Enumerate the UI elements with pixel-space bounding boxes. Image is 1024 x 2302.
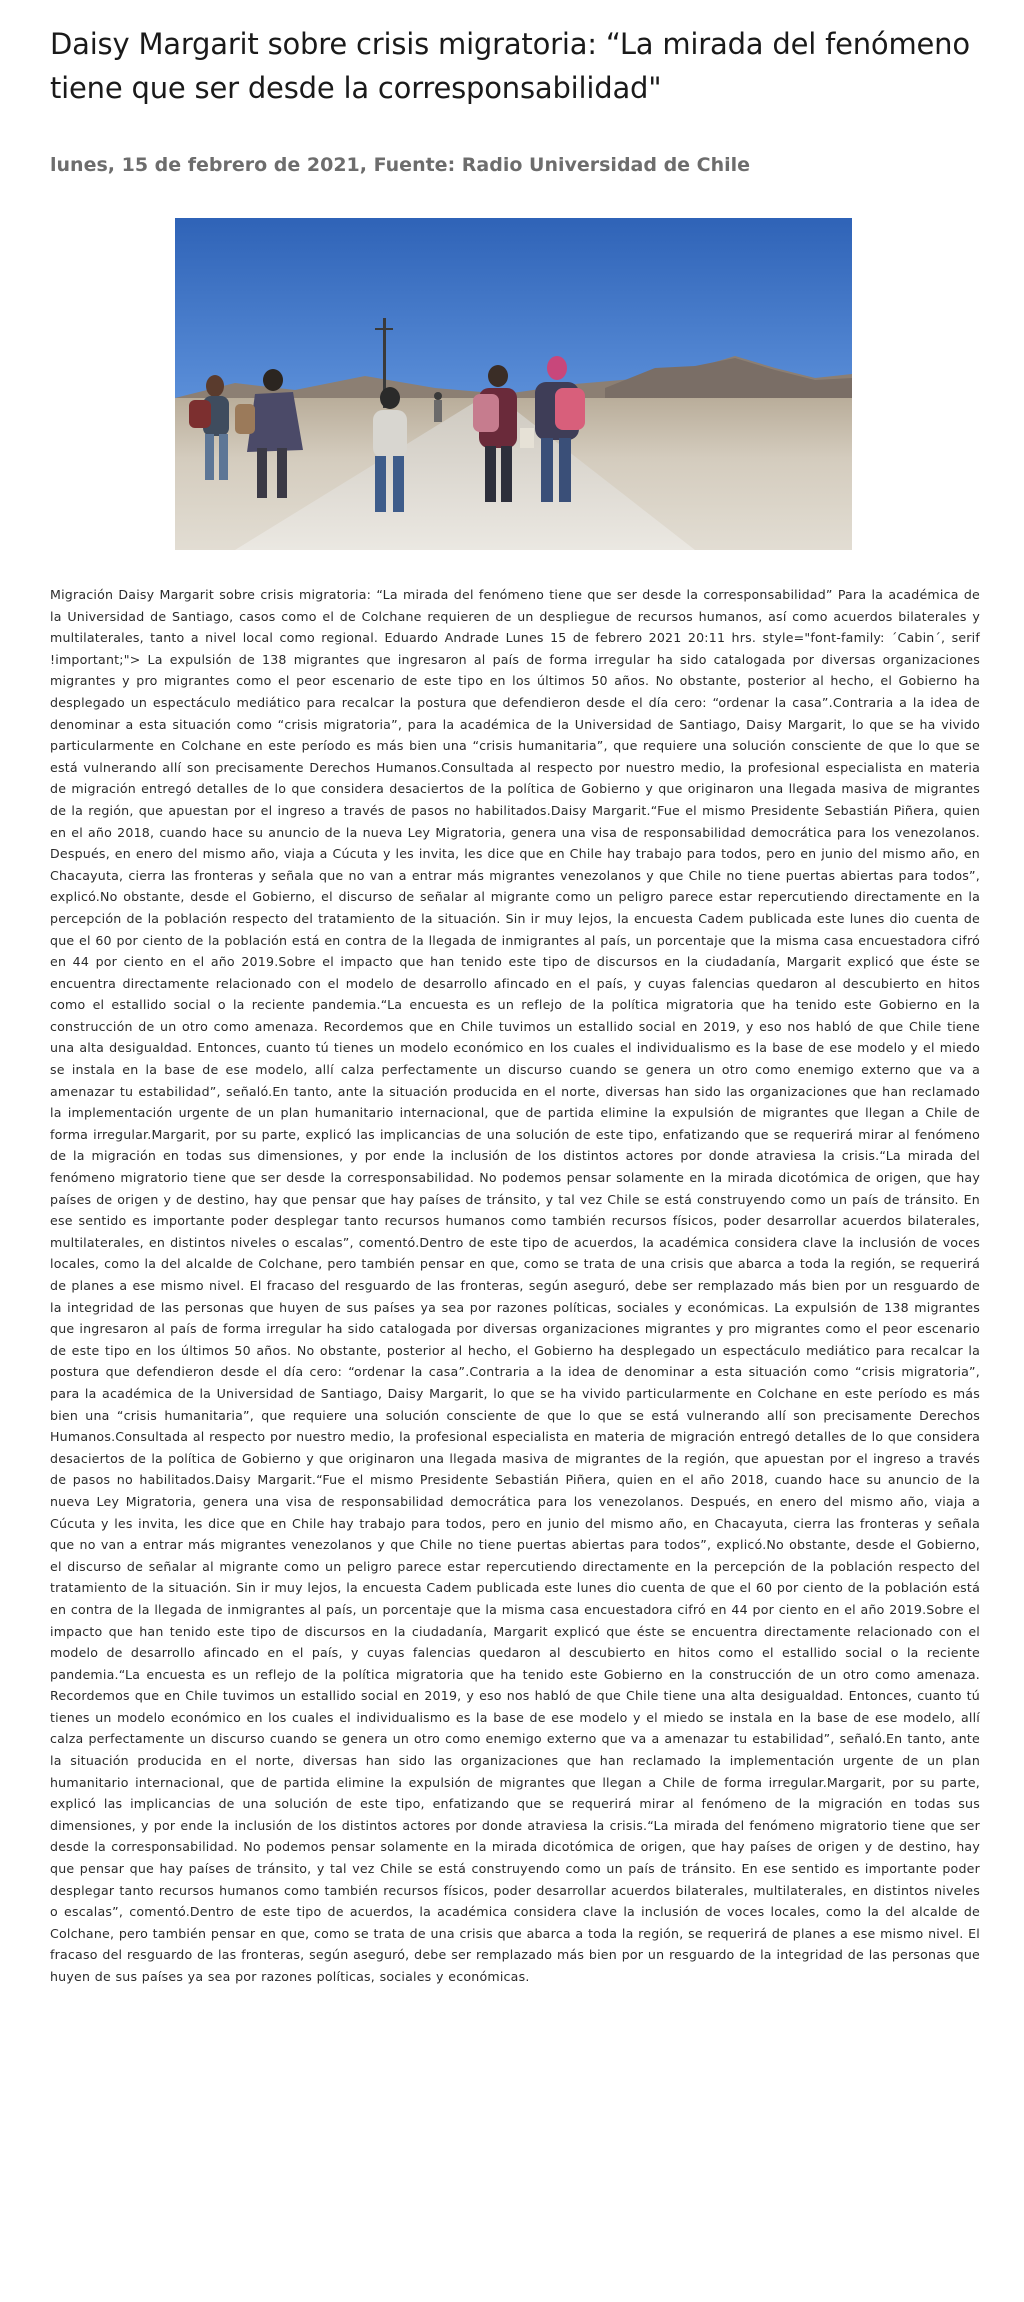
photo-migrants-walking-desert-road-icon	[175, 218, 852, 550]
article-title: Daisy Margarit sobre crisis migratoria: “La mirada del fenómeno tiene que ser desde la corresponsabilidad"	[50, 27, 970, 105]
article	[50, 22, 980, 1988]
article-date: lunes, 15 de febrero de 2021	[50, 154, 360, 176]
article-meta	[50, 152, 980, 178]
article-body: Migración Daisy Margarit sobre crisis migratoria: “La mirada del fenómeno tiene que ser desde la corresponsabilidad” Para la académica de la Universidad de Santiago, casos como el de Colchane requieren de un despliegue de recursos humanos, así como acuerdos bilaterales y multilaterales, tanto a nivel local como regional. Eduardo Andrade Lunes 15 de febrero 2021 20:11 hrs. style="font-family: ´Cabin´, serif !important;"> La expulsión de 138 migrantes que ingresaron al país de forma irregular ha sido catalogada por diversas organizaciones migrantes y pro migrantes como el peor escenario de este tipo en los últimos 50 años. No obstante, posterior al hecho, el Gobierno ha desplegado un espectáculo mediático para recalcar la postura que defendieron desde el día cero: “ordenar la casa”.Contraria a la idea de denominar a esta situación como “crisis migratoria”, para la académica de la Universidad de Santiago, Daisy Margarit, lo que se ha vivido particularmente en Colchane en este período es más bien una “crisis humanitaria”, que requiere una solución consciente de que lo que se está vulnerando allí son precisamente Derechos Humanos.Consultada al respecto por nuestro medio, la profesional especialista en materia de migración entregó detalles de lo que considera desaciertos de la política de Gobierno y que originaron una llegada masiva de migrantes de la región, que apuestan por el ingreso a través de pasos no habilitados.Daisy Margarit.“Fue el mismo Presidente Sebastián Piñera, quien en el año 2018, cuando hace su anuncio de la nueva Ley Migratoria, genera una visa de responsabilidad democrática para los venezolanos. Después, en enero del mismo año, viaja a Cúcuta y les invita, les dice que en Chile hay trabajo para todos, pero en junio del mismo año, en Chacayuta, cierra las fronteras y señala que no van a entrar más migrantes venezolanos y que Chile no tiene puertas abiertas para todos”, explicó.No obstante, desde el Gobierno, el discurso de señalar al migrante como un peligro parece estar repercutiendo directamente en la percepción de la población respecto del tratamiento de la situación. Sin ir muy lejos, la encuesta Cadem publicada este lunes dio cuenta de que el 60 por ciento de la población está en contra de la llegada de inmigrantes al país, un porcentaje que la misma casa encuestadora cifró en 44 por ciento en el año 2019.Sobre el impacto que han tenido este tipo de discursos en la ciudadanía, Margarit explicó que éste se encuentra directamente relacionado con el modelo de desarrollo afincado en el país, y cuyas falencias quedaron al descubierto en hitos como el estallido social o la reciente pandemia.“La encuesta es un reflejo de la política migratoria que ha tenido este Gobierno en la construcción de un otro como amenaza. Recordemos que en Chile tuvimos un estallido social en 2019, y eso nos habló de que Chile tiene una alta desigualdad. Entonces, cuanto tú tienes un modelo económico en los cuales el individualismo es la base de ese modelo y el miedo se instala en la base de ese modelo, allí calza perfectamente un discurso cuando se genera un otro como enemigo externo que va a amenazar tu estabilidad”, señaló.En tanto, ante la situación producida en el norte, diversas han sido las organizaciones que han reclamado la implementación urgente de un plan humanitario internacional, que de partida elimine la expulsión de migrantes que llegan a Chile de forma irregular.Margarit, por su parte, explicó las implicancias de una solución de este tipo, enfatizando que se requerirá mirar al fenómeno de la migración en todas sus dimensiones, y por ende la inclusión de los distintos actores por donde atraviesa la crisis.“La mirada del fenómeno migratorio tiene que ser desde la corresponsabilidad. No podemos pensar solamente en la mirada dicotómica de origen, que hay países de origen y de destino, hay que pensar que hay países de tránsito, y tal vez Chile se está construyendo como un país de tránsito. En ese sentido es importante poder desplegar tanto recursos humanos como también recursos físicos, poder desarrollar acuerdos bilaterales, multilaterales, en distintos niveles o escalas”, comentó.Dentro de este tipo de acuerdos, la académica considera clave la inclusión de voces locales, como la del alcalde de Colchane, pero también pensar en que, como se trata de una crisis que abarca a toda la región, se requerirá de planes a ese mismo nivel. El fracaso del resguardo de las fronteras, según aseguró, debe ser remplazado más bien por un resguardo de la integridad de las personas que huyen de sus países ya sea por razones políticas, sociales y económicas. La expulsión de 138 migrantes que ingresaron al país de forma irregular ha sido catalogada por diversas organizaciones migrantes y pro migrantes como el peor escenario de este tipo en los últimos 50 años. No obstante, posterior al hecho, el Gobierno ha desplegado un espectáculo mediático para recalcar la postura que defendieron desde el día cero: “ordenar la casa”.Contraria a la idea de denominar a esta situación como “crisis migratoria”, para la académica de la Universidad de Santiago, Daisy Margarit, lo que se ha vivido particularmente en Colchane en este período es más bien una “crisis humanitaria”, que requiere una solución consciente de que lo que se está vulnerando allí son precisamente Derechos Humanos.Consultada al respecto por nuestro medio, la profesional especialista en materia de migración entregó detalles de lo que considera desaciertos de la política de Gobierno y que originaron una llegada masiva de migrantes de la región, que apuestan por el ingreso a través de pasos no habilitados.Daisy Margarit.“Fue el mismo Presidente Sebastián Piñera, quien en el año 2018, cuando hace su anuncio de la nueva Ley Migratoria, genera una visa de responsabilidad democrática para los venezolanos. Después, en enero del mismo año, viaja a Cúcuta y les invita, les dice que en Chile hay trabajo para todos, pero en junio del mismo año, en Chacayuta, cierra las fronteras y señala que no van a entrar más migrantes venezolanos y que Chile no tiene puertas abiertas para todos”, explicó.No obstante, desde el Gobierno, el discurso de señalar al migrante como un peligro parece estar repercutiendo directamente en la percepción de la población respecto del tratamiento de la situación. Sin ir muy lejos, la encuesta Cadem publicada este lunes dio cuenta de que el 60 por ciento de la población está en contra de la llegada de inmigrantes al país, un porcentaje que la misma casa encuestadora cifró en 44 por ciento en el año 2019.Sobre el impacto que han tenido este tipo de discursos en la ciudadanía, Margarit explicó que éste se encuentra directamente relacionado con el modelo de desarrollo afincado en el país, y cuyas falencias quedaron al descubierto en hitos como el estallido social o la reciente pandemia.“La encuesta es un reflejo de la política migratoria que ha tenido este Gobierno en la construcción de un otro como amenaza. Recordemos que en Chile tuvimos un estallido social en 2019, y eso nos habló de que Chile tiene una alta desigualdad. Entonces, cuanto tú tienes un modelo económico en los cuales el individualismo es la base de ese modelo y el miedo se instala en la base de ese modelo, allí calza perfectamente un discurso cuando se genera un otro como enemigo externo que va a amenazar tu estabilidad”, señaló.En tanto, ante la situación producida en el norte, diversas han sido las organizaciones que han reclamado la implementación urgente de un plan humanitario internacional, que de partida elimine la expulsión de migrantes que llegan a Chile de forma irregular.Margarit, por su parte, explicó las implicancias de una solución de este tipo, enfatizando que se requerirá mirar al fenómeno de la migración en todas sus dimensiones, y por ende la inclusión de los distintos actores por donde atraviesa la crisis.“La mirada del fenómeno migratorio tiene que ser desde la corresponsabilidad. No podemos pensar solamente en la mirada dicotómica de origen, que hay países de origen y de destino, hay que pensar que hay países de tránsito, y tal vez Chile se está construyendo como un país de tránsito. En ese sentido es importante poder desplegar tanto recursos humanos como también recursos físicos, poder desarrollar acuerdos bilaterales, multilaterales, en distintos niveles o escalas”, comentó.Dentro de este tipo de acuerdos, la académica considera clave la inclusión de voces locales, como la del alcalde de Colchane, pero también pensar en que, como se trata de una crisis que abarca a toda la región, se requerirá de planes a ese mismo nivel. El fracaso del resguardo de las fronteras, según aseguró, debe ser remplazado más bien por un resguardo de la integridad de las personas que huyen de sus países ya sea por razones políticas, sociales y económicas.	[50, 587, 980, 1984]
article-source: Fuente: Radio Universidad de Chile	[373, 154, 751, 176]
meta-separator: ,	[359, 154, 374, 176]
article-photo	[175, 218, 852, 550]
